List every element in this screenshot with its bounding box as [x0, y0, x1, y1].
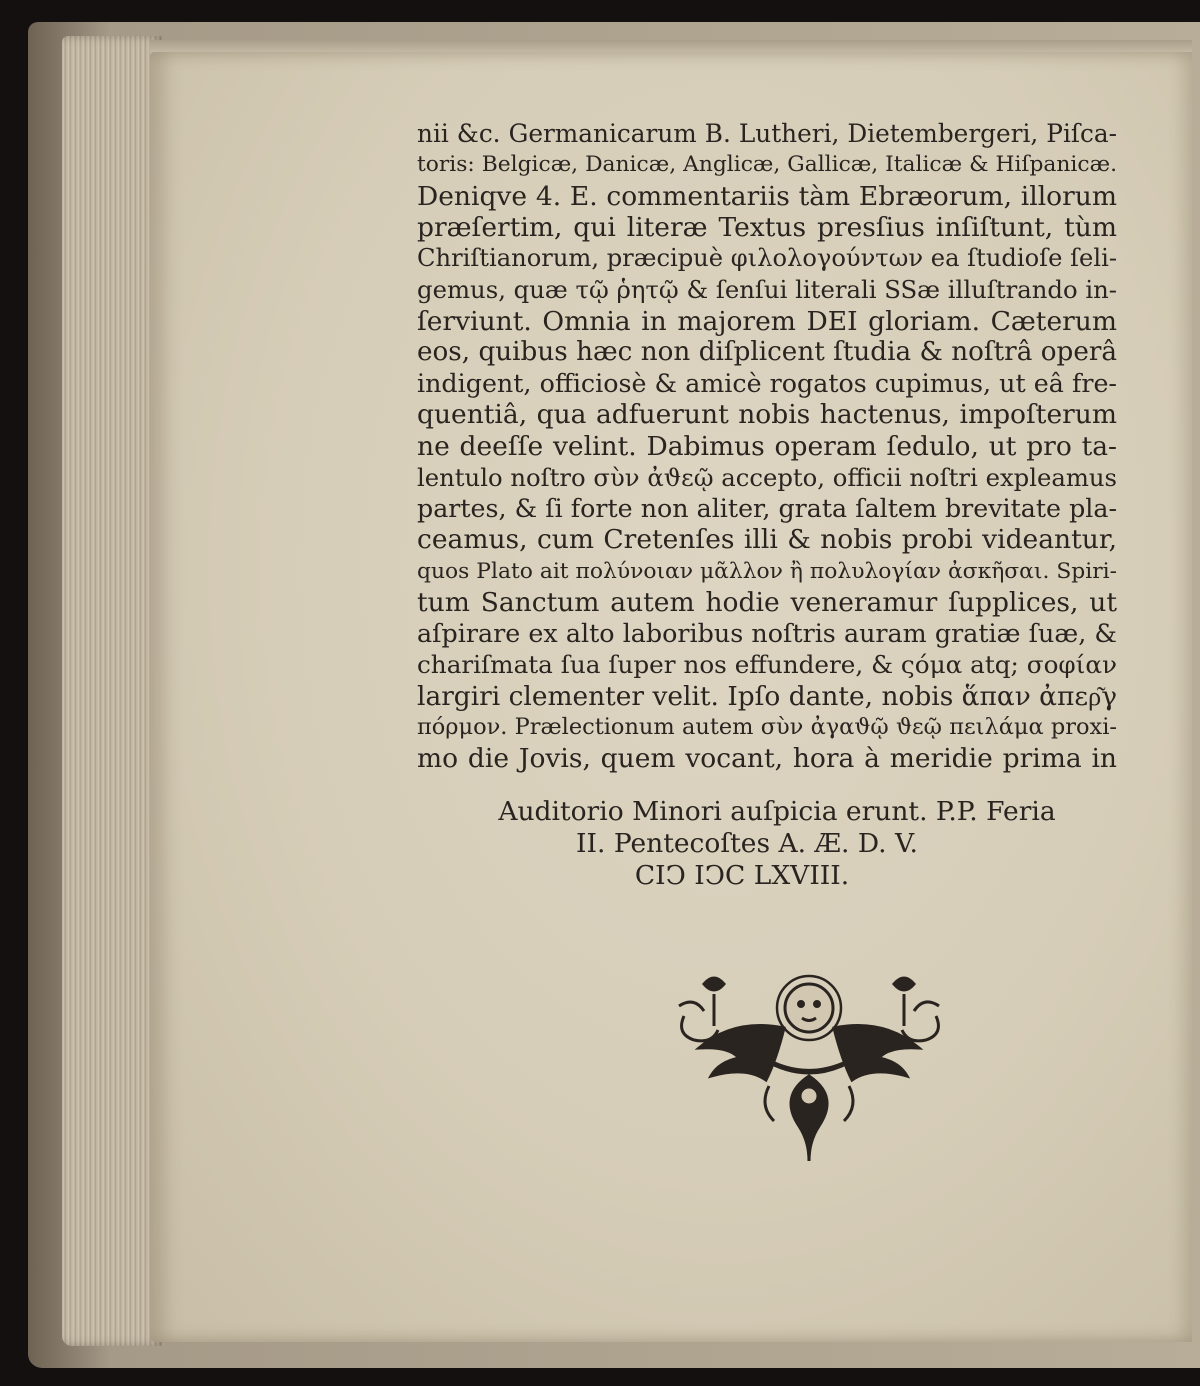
text-line: ſerviunt. Omnia in majorem DEI gloriam. Cæterum [417, 305, 1117, 337]
text-line: Chriſtianorum, præcipuè φιλολογούντων ea ſtudioſe ſeli- [417, 244, 1117, 272]
text-line: indigent, officiosè & amicè rogatos cupimus, ut eâ fre- [417, 368, 1117, 398]
text-line: aſpirare ex alto laboribus noſtris auram gratiæ ſuæ, & [417, 618, 1117, 648]
text-line: quos Plato ait πολύνοιαν μᾶλλον ἢ πολυλογίαν ἀσκῆσαι. Spiri- [417, 558, 1117, 584]
text-line: mo die Jovis, quem vocant, hora à meridie prima in [417, 743, 1117, 774]
text-line: nii &c. Germanicarum B. Lutheri, Dietembergeri, Piſca- [417, 119, 1117, 148]
closing-line: Auditorio Minori auſpicia erunt. P.P. Feria [498, 796, 1056, 827]
text-line: πόρμον. Prælectionum autem σὺν ἀγαϑῷ ϑεῷ πειλάμα proxi- [417, 713, 1117, 740]
text-line: gemus, quæ τῷ ῥητῷ & ſenſui literali SSæ illuſtrando in- [417, 275, 1117, 305]
closing-line: CIↃ IↃC LXVIII. [634, 860, 850, 891]
cherub-head-tailpiece-icon [674, 966, 944, 1166]
text-line: ne deeſſe velint. Dabimus operam ſedulo, ut pro ta- [417, 430, 1117, 462]
text-line: eos, quibus hæc non diſplicent ſtudia & noſtrâ operâ [417, 336, 1117, 367]
text-line: Deniqve 4. E. commentariis tàm Ebræorum, illorum [417, 180, 1117, 212]
text-line: largiri clementer velit. Ipſo dante, nobis ἅπαν ἀπερ͂γ [417, 680, 1117, 712]
text-line: lentulo noſtro σὺν ἀϑεῷ accepto, officii noſtri expleamus [417, 462, 1117, 492]
text-line: ceamus, cum Cretenſes illi & nobis probi videantur, [417, 524, 1117, 556]
text-line: quentiâ, qua adfuerunt nobis hactenus, impoſterum [417, 399, 1117, 431]
text-line: toris: Belgicæ, Danicæ, Anglicæ, Gallicæ, Italicæ & Hiſpanicæ. [417, 152, 1117, 178]
body-text [417, 118, 1117, 774]
text-line: partes, & ſi forte non aliter, grata ſaltem brevitate pla- [417, 494, 1117, 523]
text-line: tum Sanctum autem hodie veneramur ſupplices, ut [417, 586, 1117, 618]
text-line: chariſmata ſua ſuper nos effundere, & ςόμα atq; σοφίαν [417, 650, 1117, 680]
text-line: præſertim, qui literæ Textus presſius inſiſtunt, tùm [417, 211, 1117, 243]
closing-line: II. Pentecoſtes A. Æ. D. V. [576, 828, 918, 859]
page-fore-edge [62, 36, 162, 1346]
